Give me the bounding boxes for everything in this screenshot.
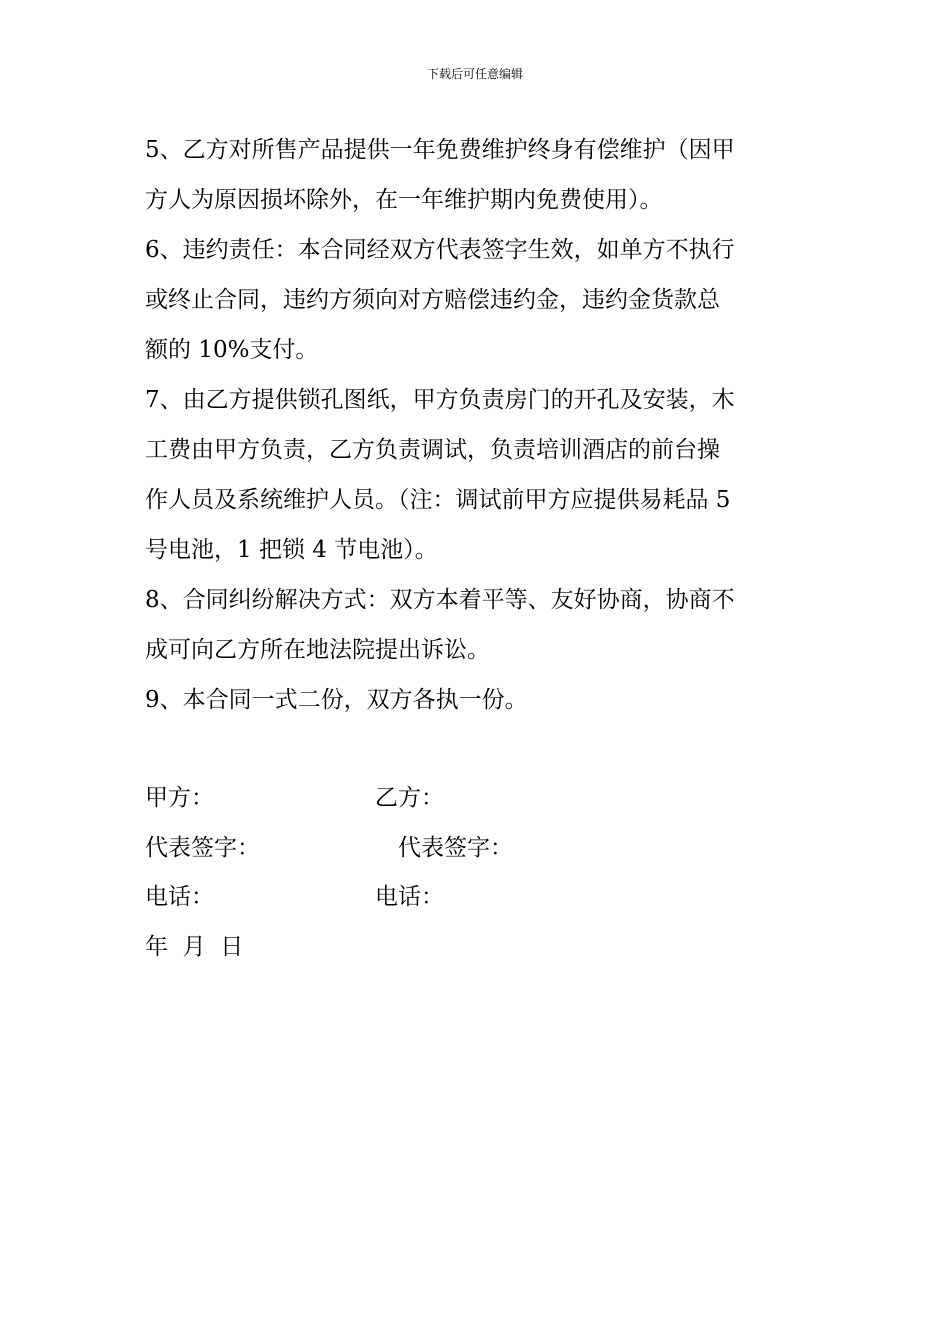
party-a-label: 甲方： [145, 785, 214, 811]
date-line: 年 月 日 [145, 934, 244, 960]
clause-line: 7、由乙方提供锁孔图纸，甲方负责房门的开孔及安装，木 [145, 387, 735, 413]
clause-line: 5、乙方对所售产品提供一年免费维护终身有偿维护（因甲 [145, 137, 735, 163]
clause-8 [145, 575, 815, 675]
party-b-label: 乙方： [375, 785, 444, 811]
clause-line: 号电池，1 把锁 4 节电池）。 [145, 537, 438, 563]
party-a-rep: 代表签字： [145, 835, 260, 861]
header-note: 下载后可任意编辑 [426, 67, 523, 81]
clause-line: 方人为原因损坏除外，在一年维护期内免费使用）。 [145, 187, 663, 213]
party-b-rep: 代表签字： [398, 835, 513, 861]
clause-line: 工费由甲方负责，乙方负责调试，负责培训酒店的前台操 [145, 437, 720, 463]
clause-line: 额的 10%支付。 [145, 337, 319, 363]
clause-line: 6、违约责任：本合同经双方代表签字生效，如单方不执行 [145, 237, 735, 263]
clause-line: 或终止合同，违约方须向对方赔偿违约金，违约金货款总 [145, 287, 720, 313]
clause-line: 作人员及系统维护人员。（注：调试前甲方应提供易耗品 5 [145, 487, 731, 513]
clause-5 [145, 125, 815, 225]
clause-9 [145, 675, 815, 725]
party-b-phone: 电话： [375, 884, 444, 910]
clause-line: 成可向乙方所在地法院提出诉讼。 [145, 637, 490, 663]
clause-line: 9、本合同一式二份，双方各执一份。 [145, 687, 528, 713]
party-a-phone: 电话： [145, 884, 214, 910]
clause-6 [145, 225, 815, 375]
clause-line: 8、合同纠纷解决方式：双方本着平等、友好协商，协商不 [145, 587, 735, 613]
clause-7 [145, 375, 815, 575]
